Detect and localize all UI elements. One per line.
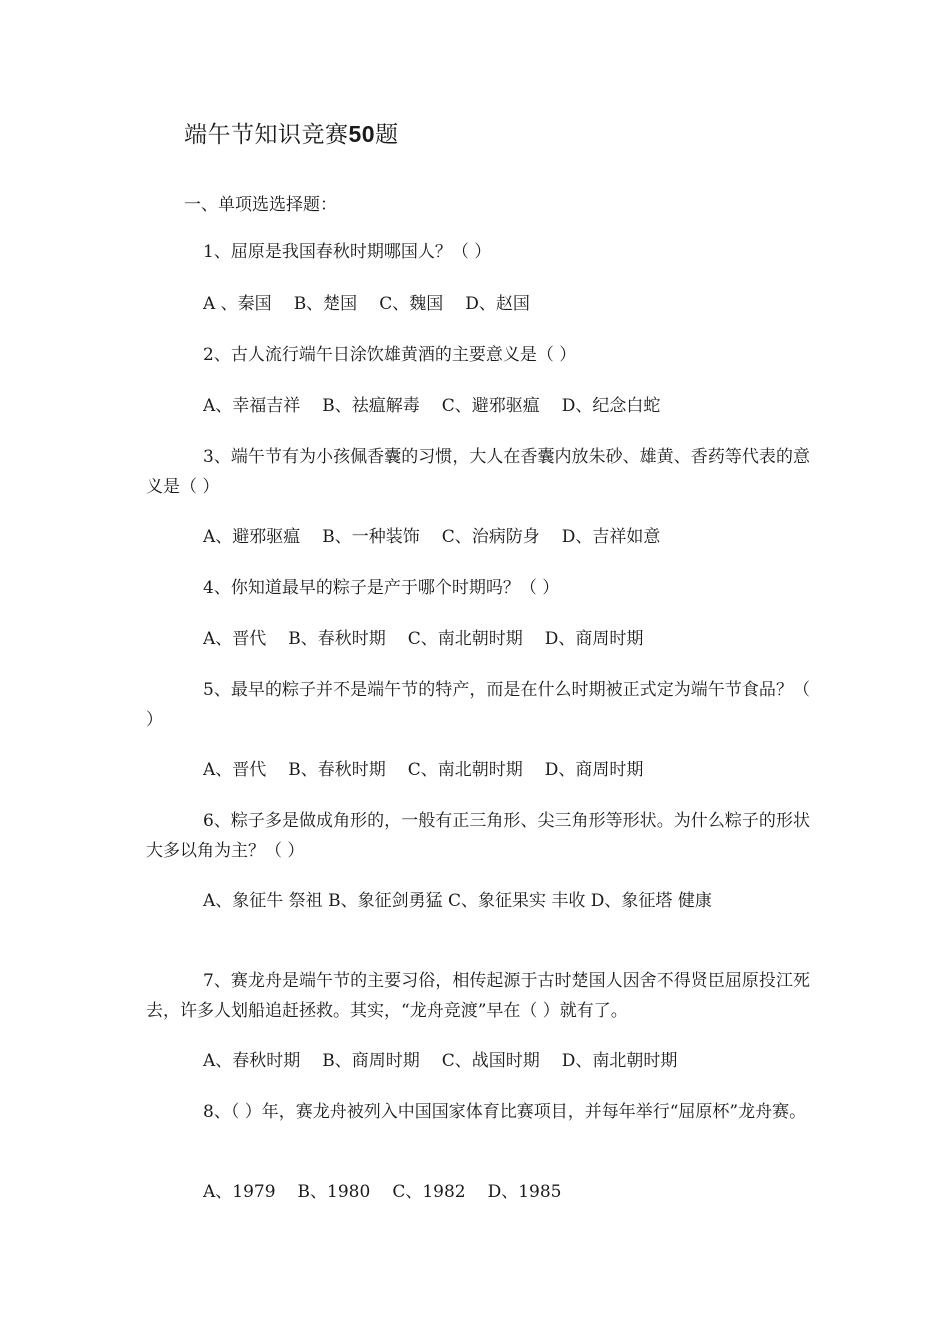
title-number: 50	[348, 121, 376, 147]
option-c: C、南北朝时期	[407, 629, 523, 649]
option-d: D、南北朝时期	[561, 1051, 678, 1071]
option-a: A、幸福吉祥	[203, 396, 301, 416]
question-8-options	[203, 1177, 823, 1207]
option-a: A、1979	[203, 1182, 276, 1202]
title-text: 端午节知识竞赛	[184, 122, 349, 148]
option-c: C、治病防身	[441, 527, 540, 547]
option-d: D、1985	[487, 1182, 562, 1202]
title-suffix: 题	[375, 122, 399, 148]
option-a: A、晋代	[203, 629, 267, 649]
option-d: D、纪念白蛇	[561, 396, 661, 416]
option-c: C、避邪驱瘟	[441, 396, 540, 416]
option-c: C、1982	[392, 1182, 466, 1202]
option-a: A、春秋时期	[203, 1051, 301, 1071]
page-title	[184, 116, 399, 149]
option-d: D、赵国	[465, 294, 530, 314]
option-d: D、商周时期	[544, 760, 644, 780]
option-a: A、晋代	[203, 760, 267, 780]
question-6-stem: 6、粽子多是做成角形的，一般有正三角形、尖三角形等形状。为什么粽子的形状大多以角为主？（ ）	[146, 811, 810, 861]
question-4-stem: 4、你知道最早的粽子是产于哪个时期吗？（ ）	[203, 578, 560, 598]
option-d: D、吉祥如意	[561, 527, 661, 547]
option-b: B、春秋时期	[288, 760, 386, 780]
option-c: C、战国时期	[441, 1051, 540, 1071]
option-b: B、商周时期	[322, 1051, 420, 1071]
option-c: C、魏国	[379, 294, 444, 314]
option-b: B、一种装饰	[322, 527, 420, 547]
question-3-options	[203, 522, 823, 552]
question-4-options	[203, 624, 823, 654]
question-7-options	[203, 1046, 823, 1076]
question-6-options: A、象征牛 祭祖 B、象征剑勇猛 C、象征果实 丰收 D、象征塔 健康	[203, 891, 712, 911]
option-c: C、南北朝时期	[407, 760, 523, 780]
option-b: B、春秋时期	[288, 629, 386, 649]
question-5-options	[203, 755, 823, 785]
question-8-stem: 8、（ ）年，赛龙舟被列入中国国家体育比赛项目，并每年举行“屈原杯”龙舟赛。	[203, 1102, 807, 1122]
question-5-stem: 5、最早的粽子并不是端午节的特产，而是在什么时期被正式定为端午节食品？（ ）	[146, 680, 810, 730]
question-7-stem: 7、赛龙舟是端午节的主要习俗，相传起源于古时楚国人因舍不得贤臣屈原投江死去，许多人划船追赶拯救。其实，“龙舟竞渡”早在（ ）就有了。	[146, 971, 810, 1021]
option-d: D、商周时期	[544, 629, 644, 649]
section-heading: 一、单项选选择题：	[184, 195, 337, 215]
question-2-stem: 2、古人流行端午日涂饮雄黄酒的主要意义是（ ）	[203, 345, 577, 365]
question-1-options	[203, 289, 823, 319]
option-a: A 、秦国	[203, 294, 272, 314]
option-b: B、1980	[297, 1182, 371, 1202]
option-a: A、避邪驱瘟	[203, 527, 301, 547]
question-2-options	[203, 391, 823, 421]
question-1-stem: 1、屈原是我国春秋时期哪国人？（ ）	[203, 242, 492, 262]
question-3-stem: 3、端午节有为小孩佩香囊的习惯，大人在香囊内放朱砂、雄黄、香药等代表的意义是（ ）	[146, 447, 810, 497]
option-b: B、祛瘟解毒	[322, 396, 420, 416]
option-b: B、楚国	[293, 294, 358, 314]
